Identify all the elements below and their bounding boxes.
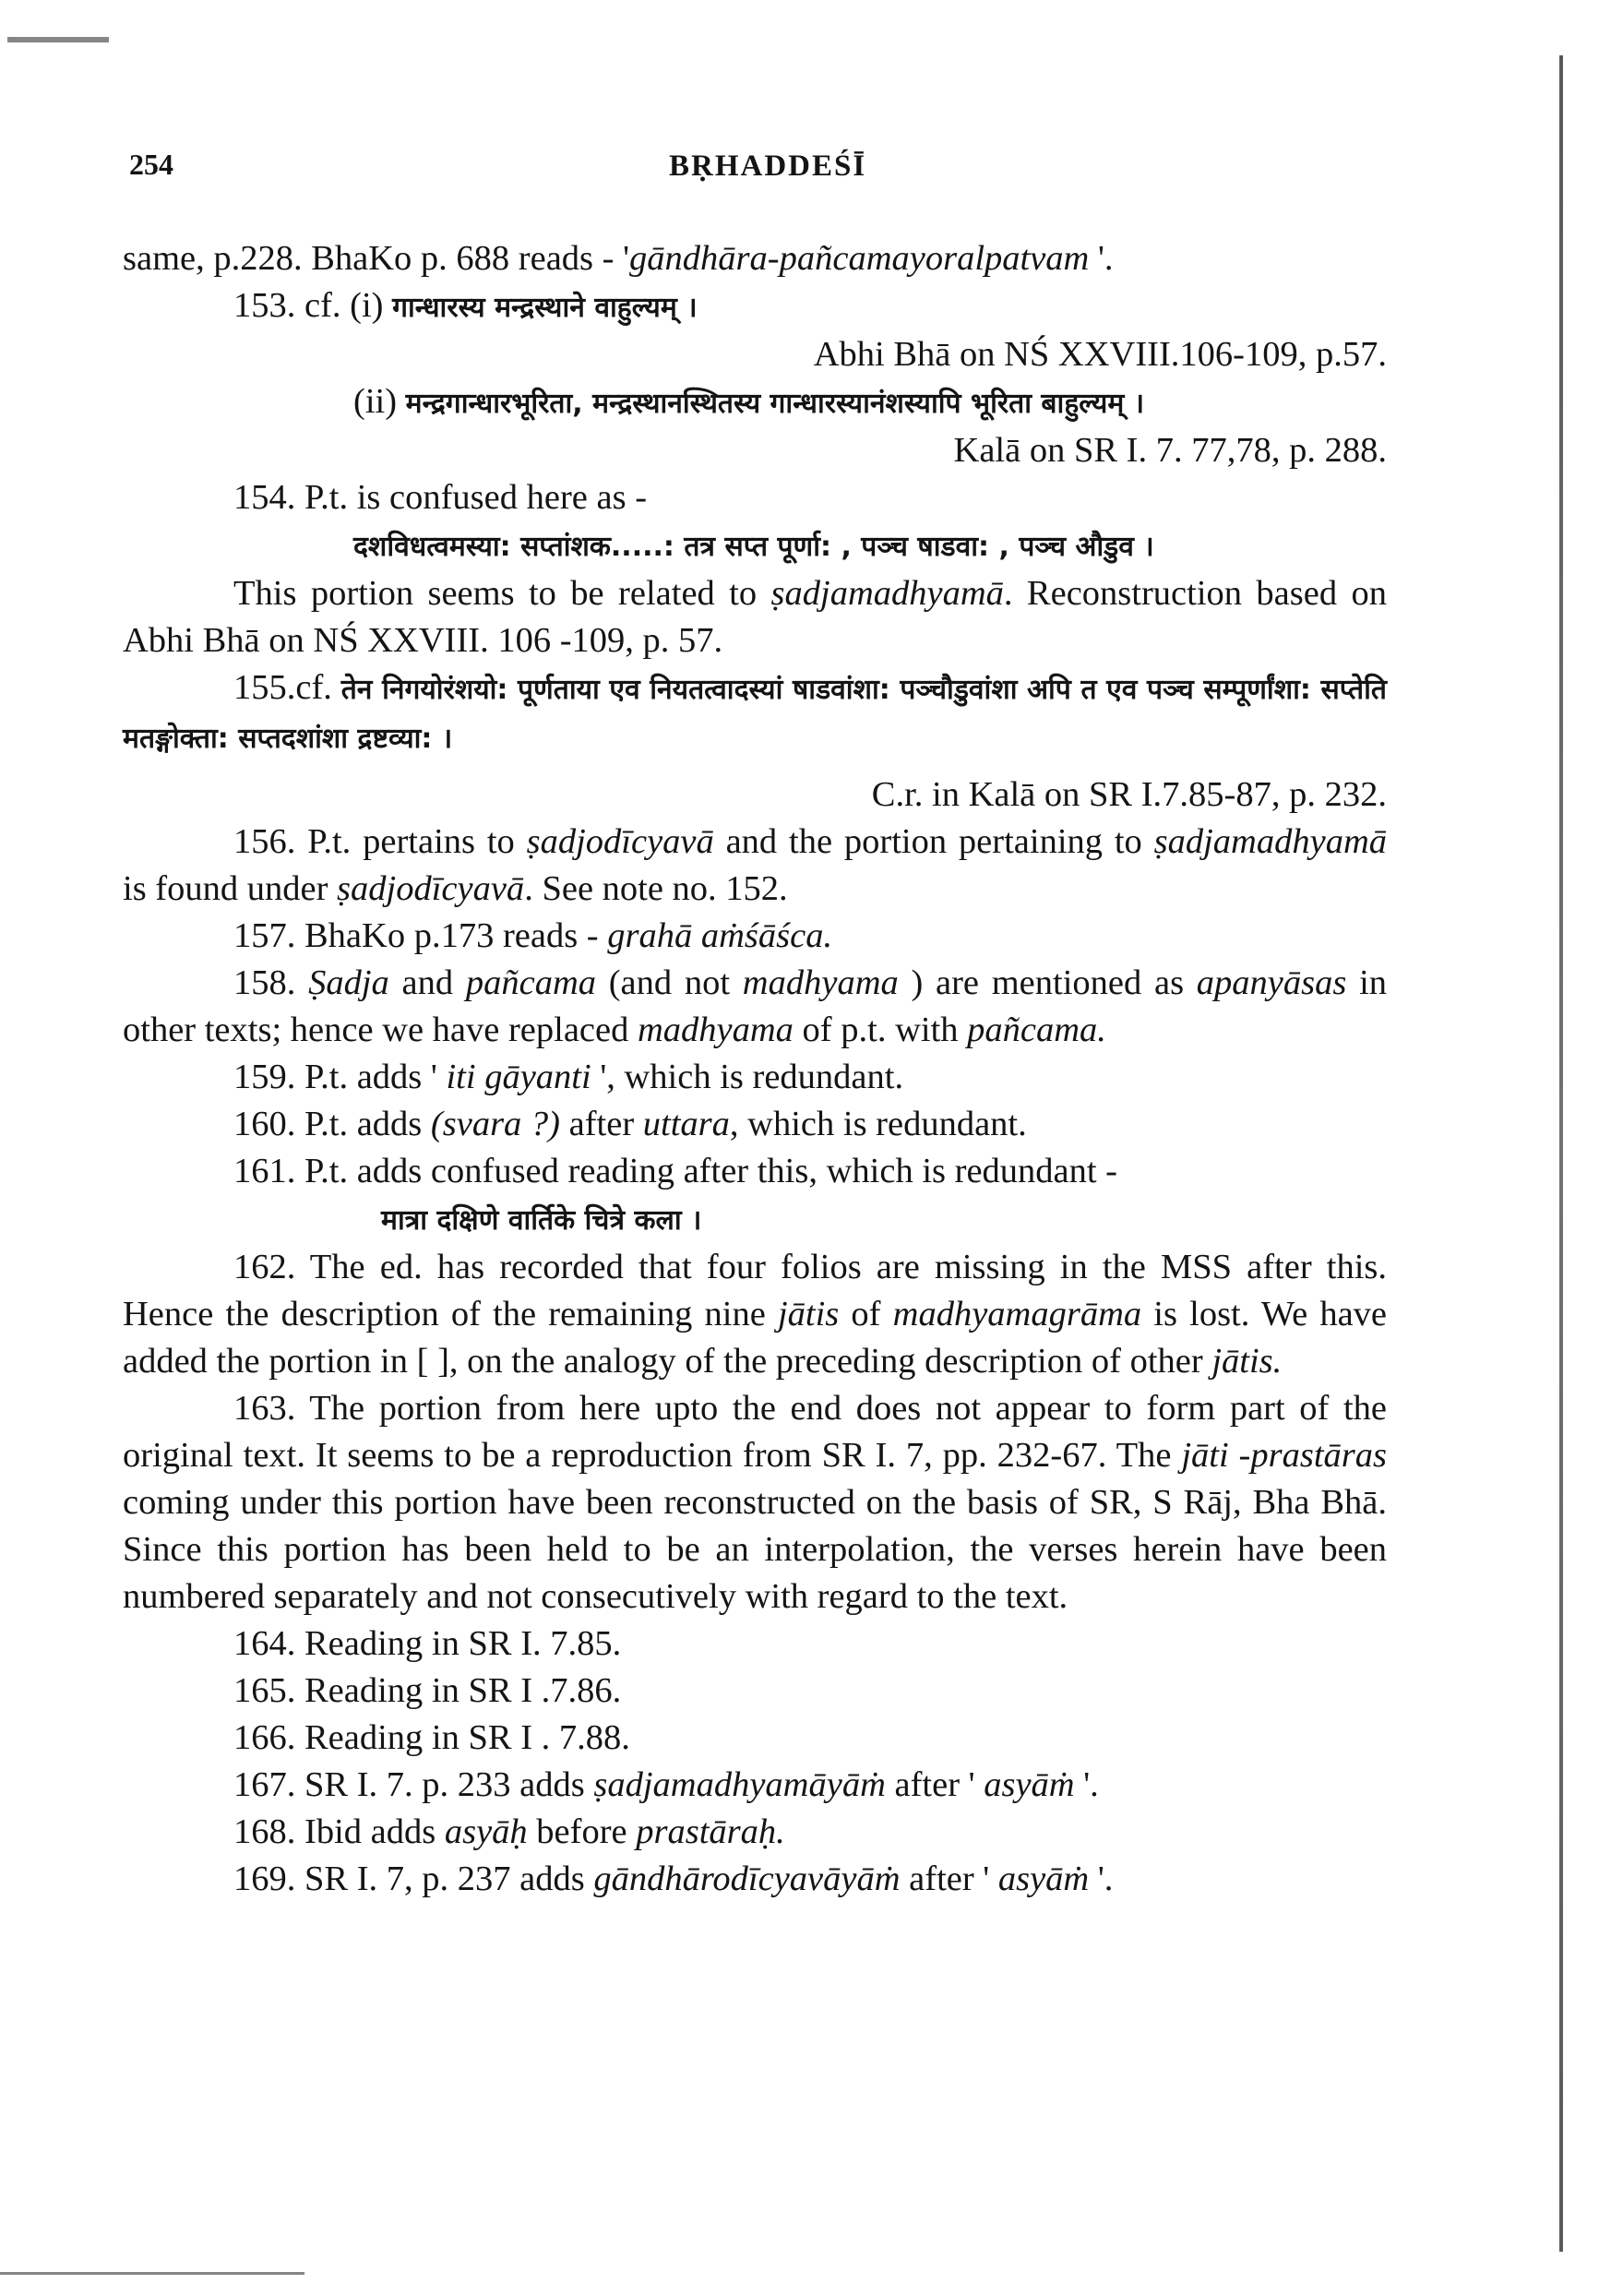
italic-term: ṣadjodīcyavā xyxy=(337,869,525,908)
text-span: 166. Reading in SR I . 7.88. xyxy=(233,1718,630,1757)
text-span: 165. Reading in SR I .7.86. xyxy=(233,1671,622,1710)
italic-term: pañcama xyxy=(465,963,597,1002)
italic-term: ṣadjodīcyavā xyxy=(526,822,714,861)
scan-bottom-line xyxy=(0,2272,304,2275)
italic-term: ṣadjamadhyamāyāṁ xyxy=(593,1765,886,1804)
italic-term: pañcama. xyxy=(967,1010,1106,1049)
text-span: 169. SR I. 7, p. 237 adds xyxy=(233,1860,594,1898)
notes-body xyxy=(123,235,1387,1903)
text-span: 159. P.t. adds ' xyxy=(233,1058,447,1096)
note-165 xyxy=(123,1668,1387,1715)
italic-term: asyāṁ xyxy=(984,1765,1075,1804)
text-span: 163. The portion from here upto the end does not appear to form part of the original text. It seems to be a reproduction from SR I. 7, pp. 232-67. The xyxy=(123,1389,1387,1475)
text-span: This portion seems to be related to xyxy=(233,574,771,613)
note-153 xyxy=(123,282,1387,331)
text-span: of p.t. with xyxy=(793,1010,968,1049)
note-161-quote xyxy=(123,1195,1387,1244)
text-span: 154. P.t. is confused here as - xyxy=(233,478,648,517)
note-157 xyxy=(123,913,1387,960)
sanskrit-quote: मन्द्रगान्धारभूरिता, मन्द्रस्थानस्थितस्य गान्धारस्यानंशस्यापि भूरिता बाहुल्यम् । xyxy=(405,388,1145,420)
scan-edge-line xyxy=(1559,55,1563,2252)
italic-term: asyāḥ xyxy=(444,1812,528,1851)
sanskrit-quote: गान्धारस्य मन्द्रस्थाने वाहुल्यम् । xyxy=(392,292,698,324)
text-span: of xyxy=(839,1295,893,1333)
italic-term: ṣadjamadhyamā xyxy=(770,574,1004,613)
citation: Kalā on SR I. 7. 77,78, p. 288. xyxy=(953,431,1387,470)
text-span: (and not xyxy=(596,963,743,1002)
text-span: 157. BhaKo p.173 reads - xyxy=(233,916,608,955)
text-span: 168. Ibid adds xyxy=(233,1812,445,1851)
text-span: ', which is redundant. xyxy=(591,1058,904,1096)
note-167 xyxy=(123,1762,1387,1809)
note-154 xyxy=(123,474,1387,521)
scan-speck xyxy=(7,37,109,42)
italic-term: Ṣadja xyxy=(308,963,389,1002)
italic-term: iti gāyanti xyxy=(446,1058,591,1096)
text-span: is lost. We have added the portion in [ ], on the analogy of the preceding description of other xyxy=(123,1295,1387,1381)
text-span: . See note no. 152. xyxy=(524,869,788,908)
text-span: 158. xyxy=(233,963,309,1002)
sanskrit-quote: तेन निगयोरंशयो: पूर्णताया एव नियतत्वादस्यां षाडवांशा: पञ्चौडुवांशा अपि त एव पञ्च सम्पूर्णांशा: सप्तेति मतङ्गोक्ता: सप्तदशांशा द्रष्टव्या: । xyxy=(123,674,1387,755)
italic-term: (svara ?) xyxy=(430,1105,560,1143)
note-continuation xyxy=(123,235,1387,282)
running-title: BṚHADDEŚĪ xyxy=(669,149,867,183)
note-162 xyxy=(123,1244,1387,1385)
text-span: after ' xyxy=(900,1860,998,1898)
italic-term: ṣadjamadhyamā xyxy=(1153,822,1387,861)
italic-term: gāndhāra-pañcamayoralpatvam xyxy=(629,239,1090,278)
text-span: 160. P.t. adds xyxy=(233,1105,431,1143)
note-169 xyxy=(123,1856,1387,1903)
text-span: , which is redundant. xyxy=(729,1105,1027,1143)
italic-term: gāndhārodīcyavāyāṁ xyxy=(593,1860,901,1898)
text-span: 167. SR I. 7. p. 233 adds xyxy=(233,1765,594,1804)
italic-term: madhyamagrāma xyxy=(892,1295,1142,1333)
citation: C.r. in Kalā on SR I.7.85-87, p. 232. xyxy=(871,775,1387,814)
note-153-ii xyxy=(123,378,1387,427)
text-span: 156. P.t. pertains to xyxy=(233,822,527,861)
note-168 xyxy=(123,1809,1387,1856)
text-span: is found under xyxy=(123,869,338,908)
note-155-source xyxy=(123,771,1387,819)
text-span: and xyxy=(388,963,466,1002)
note-163 xyxy=(123,1385,1387,1620)
italic-term: asyāṁ xyxy=(997,1860,1090,1898)
italic-term: jātis xyxy=(777,1295,840,1333)
text-span: '. xyxy=(1074,1765,1099,1804)
note-166 xyxy=(123,1715,1387,1762)
note-161 xyxy=(123,1148,1387,1195)
text-span: before xyxy=(527,1812,637,1851)
note-153-ii-source xyxy=(123,427,1387,474)
text-span: 161. P.t. adds confused reading after this, which is redundant - xyxy=(233,1152,1118,1190)
text-span: ) are mentioned as xyxy=(898,963,1197,1002)
italic-term: madhyama xyxy=(637,1010,794,1049)
note-160 xyxy=(123,1101,1387,1148)
italic-term: grahā aṁśāśca. xyxy=(607,916,833,955)
italic-term: apanyāsas xyxy=(1196,963,1347,1002)
page-number: 254 xyxy=(129,148,173,181)
note-155 xyxy=(123,664,1387,762)
text-span: after xyxy=(560,1105,643,1143)
text-span: 162. The ed. has recorded that four folios are missing in the MSS after this. Hence the description of the remaining nine xyxy=(123,1248,1387,1333)
note-159 xyxy=(123,1054,1387,1101)
italic-term: uttara xyxy=(642,1105,730,1143)
note-number: 153. cf. (i) xyxy=(233,286,393,325)
note-154-quote xyxy=(123,521,1387,570)
italic-term: madhyama xyxy=(742,963,899,1002)
sanskrit-quote: मात्रा दक्षिणे वार्तिके चित्रे कला । xyxy=(381,1204,702,1237)
note-153-source xyxy=(123,331,1387,378)
note-156 xyxy=(123,819,1387,913)
note-164 xyxy=(123,1620,1387,1668)
note-158 xyxy=(123,960,1387,1054)
note-154-comment xyxy=(123,570,1387,664)
note-number: 155.cf. xyxy=(233,668,341,707)
italic-term: prastāraḥ. xyxy=(636,1812,785,1851)
citation: Abhi Bhā on NŚ XXVIII.106-109, p.57. xyxy=(813,335,1387,374)
text-span: '. xyxy=(1089,1860,1114,1898)
text-span: (ii) xyxy=(353,382,406,421)
text-span: after ' xyxy=(885,1765,984,1804)
text-span: and the portion pertaining to xyxy=(713,822,1154,861)
sanskrit-quote: दशविधत्वमस्या: सप्तांशक.....: तत्र सप्त पूर्णा: , पञ्च षाडवा: , पञ्च औडुव । xyxy=(353,531,1154,563)
text-span: same, p.228. BhaKo p. 688 reads - ' xyxy=(123,239,630,278)
text-span: coming under this portion have been reconstructed on the basis of SR, S Rāj, Bha Bhā. Since this portion has been held to be an interpolation, the verses herein have been numbered separately and not consecutively with regard to the text. xyxy=(123,1483,1387,1616)
text-span: . Reconstruction based on Abhi Bhā on NŚ XXVIII. 106 -109, p. 57. xyxy=(123,574,1387,660)
italic-term: jātis. xyxy=(1211,1342,1283,1381)
text-span: 164. Reading in SR I. 7.85. xyxy=(233,1624,622,1663)
text-span: '. xyxy=(1089,239,1114,278)
italic-term: jāti -prastāras xyxy=(1181,1436,1387,1475)
text-span: in other texts; hence we have replaced xyxy=(123,963,1388,1049)
